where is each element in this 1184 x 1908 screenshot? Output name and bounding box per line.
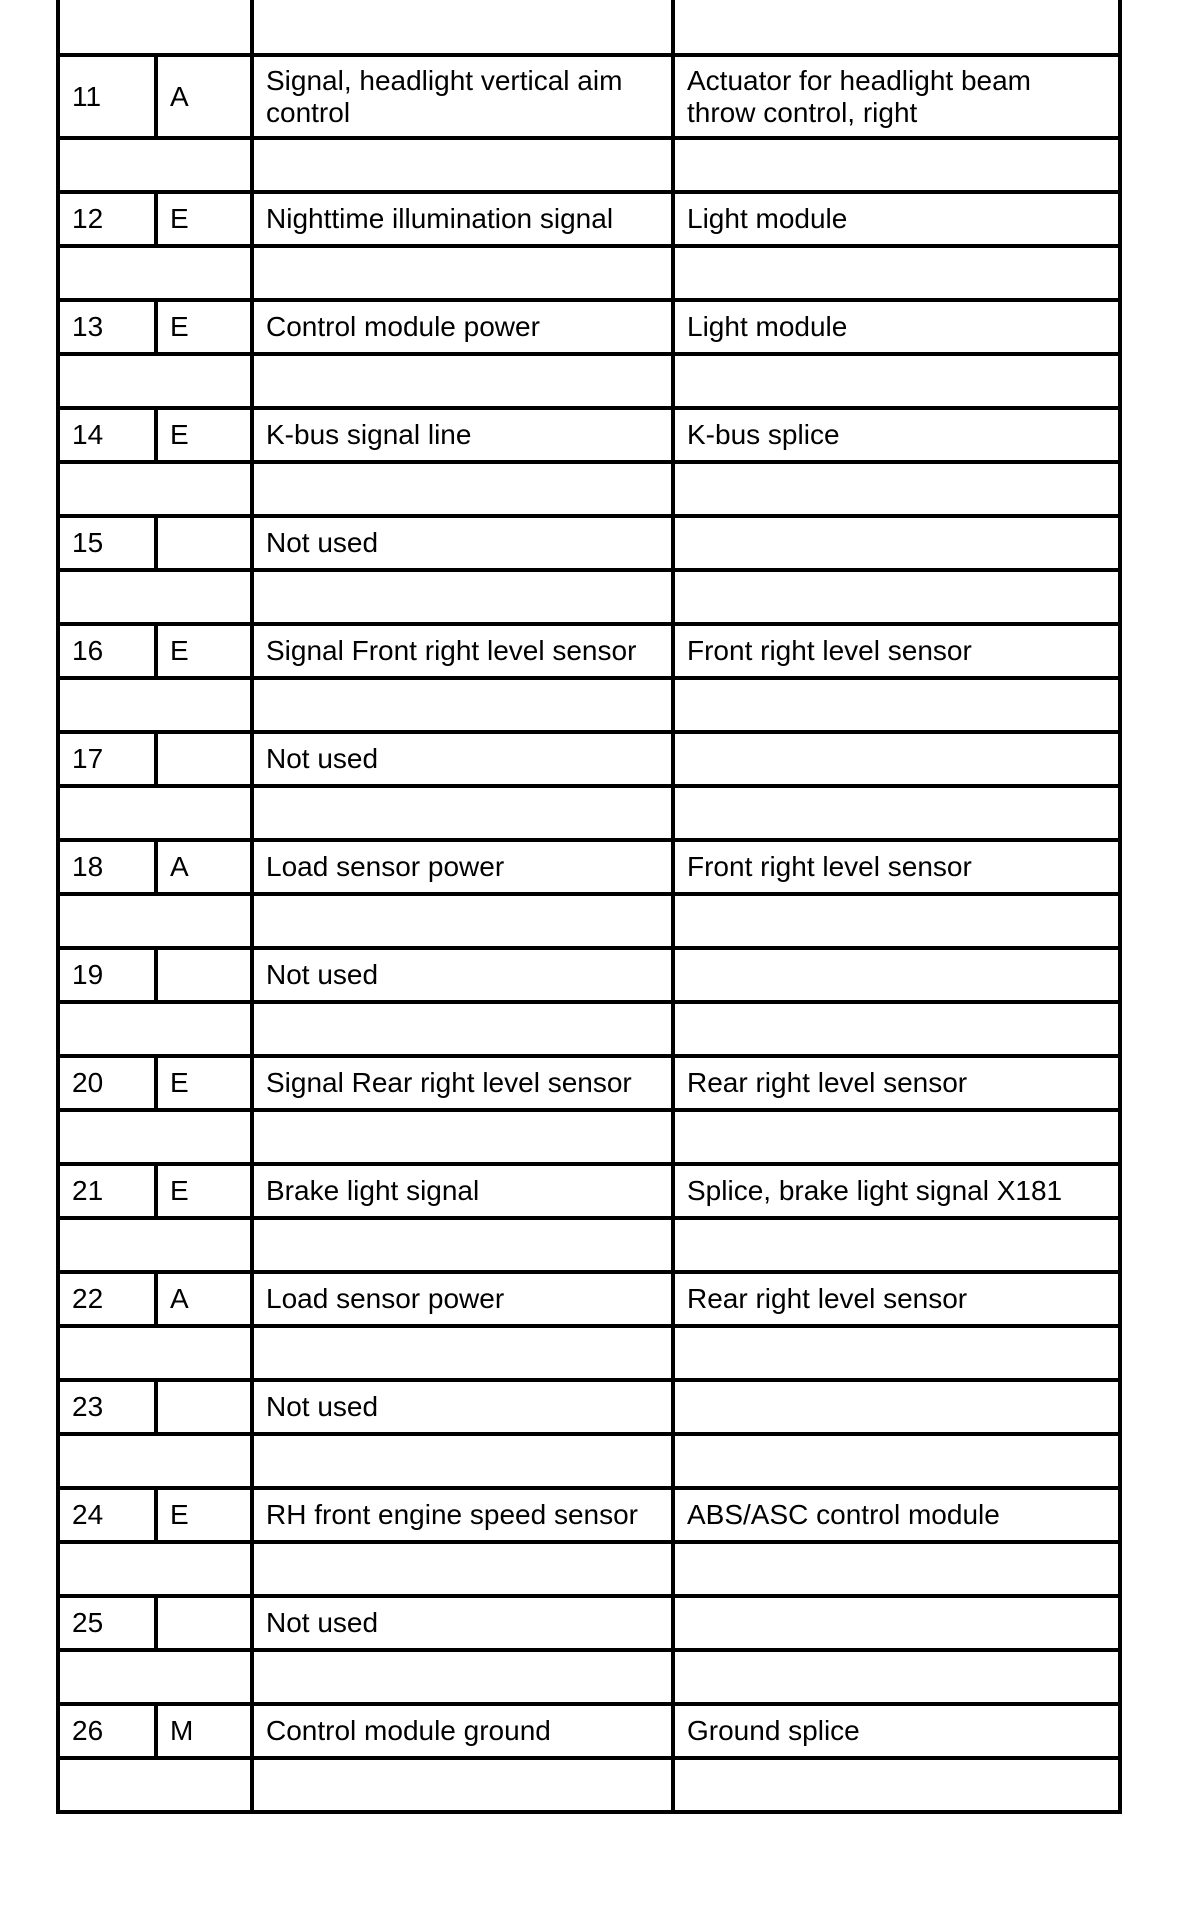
pin-cell: 24 xyxy=(58,1488,156,1542)
table-row xyxy=(58,624,1120,678)
pin-cell: 17 xyxy=(58,732,156,786)
spacer-cell xyxy=(58,786,252,840)
pin-cell: 18 xyxy=(58,840,156,894)
pin-cell: 26 xyxy=(58,1704,156,1758)
table-row xyxy=(58,1704,1120,1758)
spacer-row xyxy=(58,1110,1120,1164)
pin-cell: 20 xyxy=(58,1056,156,1110)
spacer-cell xyxy=(58,1650,252,1704)
pin-assignment-table xyxy=(56,0,1122,1814)
table-row xyxy=(58,55,1120,138)
table-row xyxy=(58,1596,1120,1650)
connection-cell: Light module xyxy=(673,300,1120,354)
table-row xyxy=(58,732,1120,786)
spacer-cell xyxy=(252,1434,673,1488)
connection-cell: ABS/ASC control module xyxy=(673,1488,1120,1542)
description-cell: Signal Front right level sensor xyxy=(252,624,673,678)
spacer-row xyxy=(58,1002,1120,1056)
spacer-cell xyxy=(252,894,673,948)
spacer-cell xyxy=(673,1758,1120,1812)
type-cell: E xyxy=(156,408,252,462)
description-cell: Control module power xyxy=(252,300,673,354)
type-cell: E xyxy=(156,624,252,678)
table-row xyxy=(58,1380,1120,1434)
connection-cell: Rear right level sensor xyxy=(673,1272,1120,1326)
spacer-cell xyxy=(252,786,673,840)
table-row xyxy=(58,1056,1120,1110)
spacer-cell xyxy=(252,1758,673,1812)
type-cell: E xyxy=(156,192,252,246)
spacer-cell xyxy=(252,1218,673,1272)
spacer-cell xyxy=(673,462,1120,516)
spacer-cell xyxy=(252,1110,673,1164)
connection-cell: K-bus splice xyxy=(673,408,1120,462)
spacer-cell xyxy=(252,0,673,55)
connection-cell: Actuator for headlight beam throw control, right xyxy=(673,55,1120,138)
spacer-cell xyxy=(673,786,1120,840)
description-cell: Not used xyxy=(252,516,673,570)
spacer-row xyxy=(58,894,1120,948)
table-row xyxy=(58,300,1120,354)
description-cell: K-bus signal line xyxy=(252,408,673,462)
spacer-cell xyxy=(58,1218,252,1272)
pin-cell: 19 xyxy=(58,948,156,1002)
spacer-cell xyxy=(58,1542,252,1596)
pin-cell: 14 xyxy=(58,408,156,462)
spacer-cell xyxy=(673,1434,1120,1488)
pin-cell: 15 xyxy=(58,516,156,570)
spacer-cell xyxy=(673,1542,1120,1596)
spacer-cell xyxy=(58,1002,252,1056)
connection-cell xyxy=(673,516,1120,570)
description-cell: Nighttime illumination signal xyxy=(252,192,673,246)
connection-cell: Front right level sensor xyxy=(673,840,1120,894)
spacer-cell xyxy=(58,1758,252,1812)
spacer-cell xyxy=(58,246,252,300)
spacer-cell xyxy=(252,1002,673,1056)
spacer-cell xyxy=(252,246,673,300)
pin-cell: 21 xyxy=(58,1164,156,1218)
spacer-cell xyxy=(58,1110,252,1164)
table-row xyxy=(58,948,1120,1002)
spacer-cell xyxy=(58,138,252,192)
spacer-cell xyxy=(673,354,1120,408)
spacer-row xyxy=(58,1758,1120,1812)
pin-cell: 11 xyxy=(58,55,156,138)
pin-cell: 12 xyxy=(58,192,156,246)
connection-cell xyxy=(673,732,1120,786)
connection-cell: Front right level sensor xyxy=(673,624,1120,678)
spacer-cell xyxy=(58,678,252,732)
spacer-cell xyxy=(673,138,1120,192)
spacer-row xyxy=(58,246,1120,300)
connection-cell: Ground splice xyxy=(673,1704,1120,1758)
table-row xyxy=(58,516,1120,570)
spacer-cell xyxy=(673,1218,1120,1272)
connection-cell xyxy=(673,1380,1120,1434)
connection-cell: Light module xyxy=(673,192,1120,246)
pin-cell: 13 xyxy=(58,300,156,354)
description-cell: RH front engine speed sensor xyxy=(252,1488,673,1542)
table-row xyxy=(58,840,1120,894)
pin-cell: 25 xyxy=(58,1596,156,1650)
spacer-cell xyxy=(58,894,252,948)
type-cell: E xyxy=(156,1056,252,1110)
description-cell: Not used xyxy=(252,1596,673,1650)
pin-table-body xyxy=(58,0,1120,1812)
type-cell: A xyxy=(156,55,252,138)
pin-cell: 23 xyxy=(58,1380,156,1434)
table-row xyxy=(58,1272,1120,1326)
description-cell: Control module ground xyxy=(252,1704,673,1758)
spacer-row xyxy=(58,0,1120,55)
description-cell: Signal, headlight vertical aim control xyxy=(252,55,673,138)
type-cell: E xyxy=(156,1488,252,1542)
table-row xyxy=(58,408,1120,462)
type-cell: A xyxy=(156,1272,252,1326)
spacer-cell xyxy=(252,138,673,192)
spacer-cell xyxy=(673,1650,1120,1704)
spacer-cell xyxy=(252,1542,673,1596)
type-cell xyxy=(156,516,252,570)
spacer-row xyxy=(58,1326,1120,1380)
spacer-cell xyxy=(673,1326,1120,1380)
spacer-row xyxy=(58,1434,1120,1488)
spacer-cell xyxy=(673,570,1120,624)
description-cell: Not used xyxy=(252,948,673,1002)
type-cell: A xyxy=(156,840,252,894)
connection-cell xyxy=(673,1596,1120,1650)
description-cell: Signal Rear right level sensor xyxy=(252,1056,673,1110)
spacer-cell xyxy=(252,354,673,408)
spacer-cell xyxy=(58,570,252,624)
spacer-cell xyxy=(673,678,1120,732)
spacer-cell xyxy=(58,354,252,408)
spacer-row xyxy=(58,138,1120,192)
spacer-cell xyxy=(673,246,1120,300)
spacer-cell xyxy=(58,1326,252,1380)
type-cell xyxy=(156,1380,252,1434)
spacer-row xyxy=(58,786,1120,840)
description-cell: Not used xyxy=(252,732,673,786)
spacer-row xyxy=(58,462,1120,516)
spacer-cell xyxy=(673,1110,1120,1164)
type-cell xyxy=(156,948,252,1002)
type-cell: E xyxy=(156,300,252,354)
description-cell: Brake light signal xyxy=(252,1164,673,1218)
table-row xyxy=(58,1164,1120,1218)
description-cell: Not used xyxy=(252,1380,673,1434)
spacer-row xyxy=(58,354,1120,408)
pin-cell: 16 xyxy=(58,624,156,678)
spacer-row xyxy=(58,1542,1120,1596)
spacer-cell xyxy=(252,462,673,516)
spacer-cell xyxy=(252,1650,673,1704)
spacer-row xyxy=(58,678,1120,732)
description-cell: Load sensor power xyxy=(252,840,673,894)
spacer-cell xyxy=(673,1002,1120,1056)
spacer-cell xyxy=(673,0,1120,55)
spacer-cell xyxy=(673,894,1120,948)
spacer-row xyxy=(58,1650,1120,1704)
spacer-cell xyxy=(252,678,673,732)
type-cell xyxy=(156,1596,252,1650)
type-cell: E xyxy=(156,1164,252,1218)
spacer-cell xyxy=(252,1326,673,1380)
connection-cell: Splice, brake light signal X181 xyxy=(673,1164,1120,1218)
type-cell xyxy=(156,732,252,786)
description-cell: Load sensor power xyxy=(252,1272,673,1326)
spacer-cell xyxy=(252,570,673,624)
spacer-row xyxy=(58,1218,1120,1272)
spacer-row xyxy=(58,570,1120,624)
pin-cell: 22 xyxy=(58,1272,156,1326)
spacer-cell xyxy=(58,0,252,55)
table-row xyxy=(58,1488,1120,1542)
type-cell: M xyxy=(156,1704,252,1758)
spacer-cell xyxy=(58,1434,252,1488)
spacer-cell xyxy=(58,462,252,516)
connection-cell xyxy=(673,948,1120,1002)
table-row xyxy=(58,192,1120,246)
connection-cell: Rear right level sensor xyxy=(673,1056,1120,1110)
